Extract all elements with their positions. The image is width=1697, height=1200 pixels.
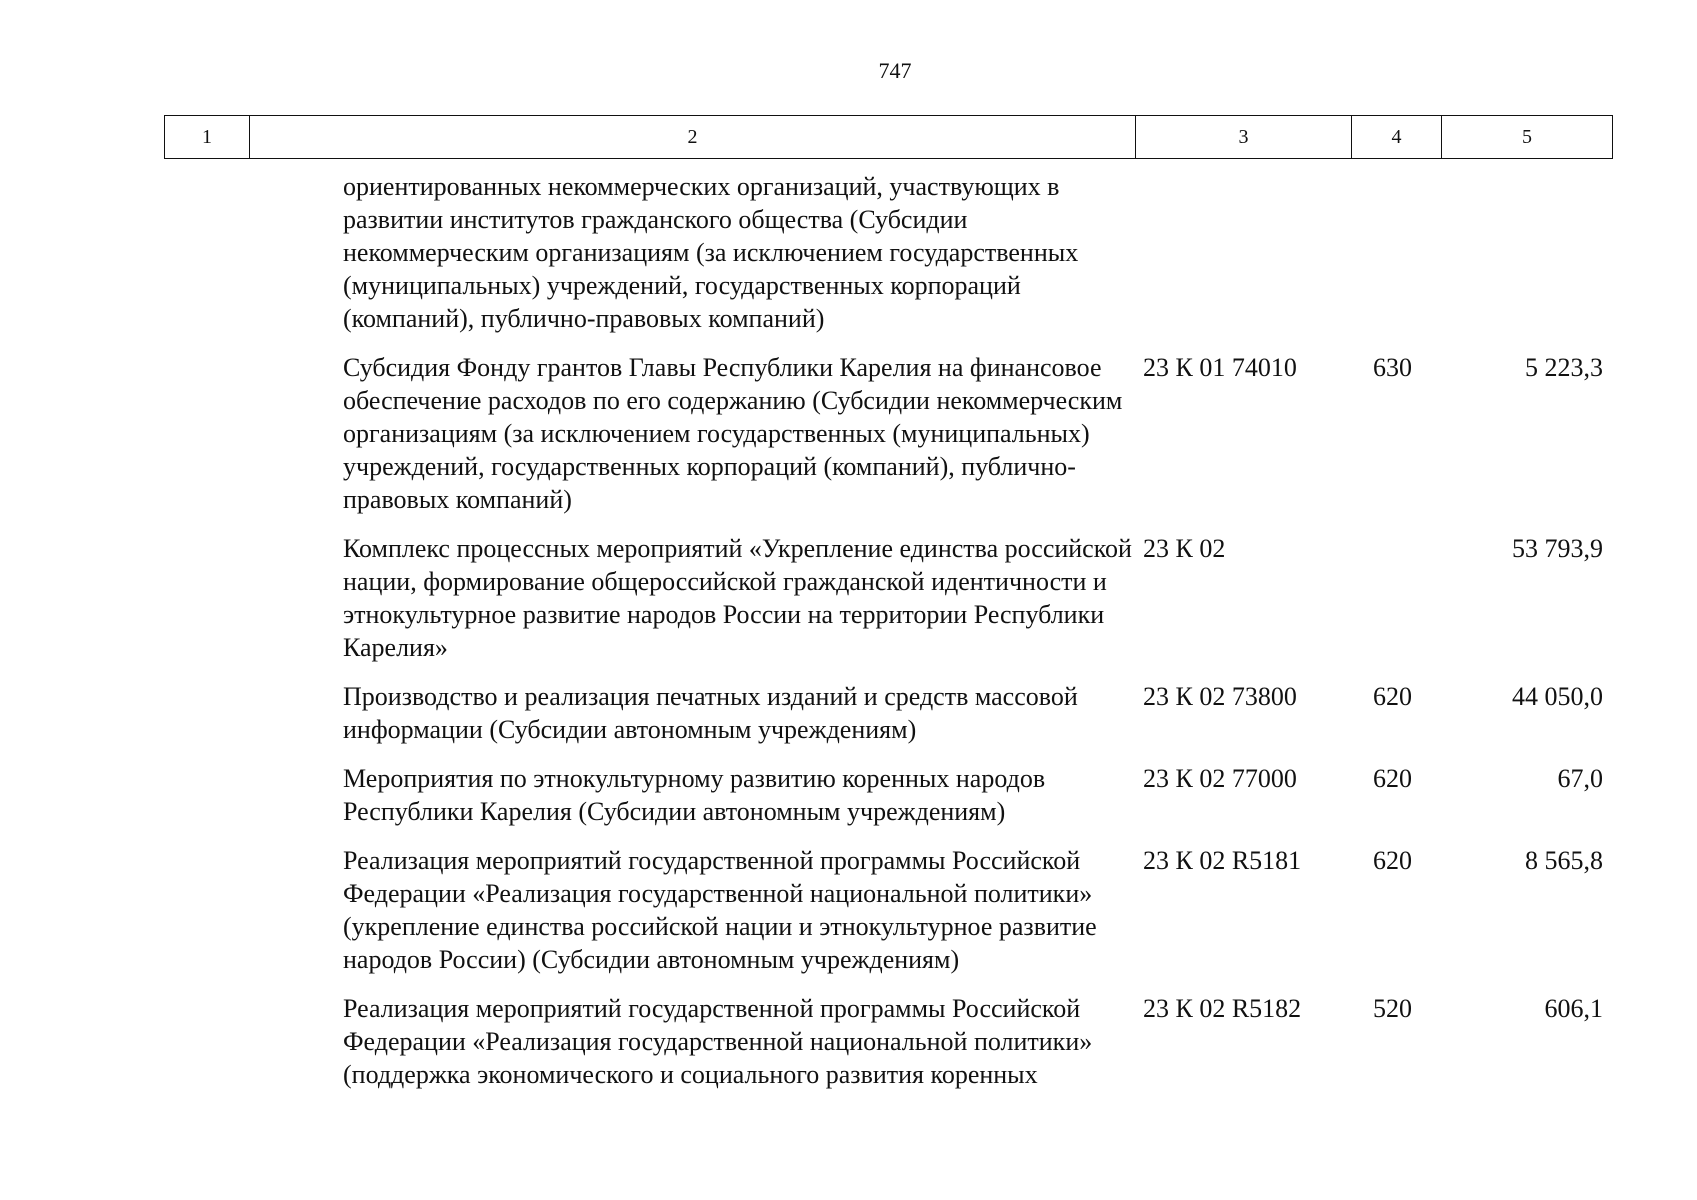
row-amount-cell: 8 565,8	[1525, 846, 1603, 875]
table-row	[164, 844, 1612, 976]
column-header-1: 1	[165, 116, 250, 159]
column-header-table	[164, 115, 1613, 159]
table-row	[164, 532, 1612, 664]
row-code-cell: 23 К 02 R5182	[1143, 994, 1302, 1023]
row-type-cell: 630	[1373, 353, 1412, 382]
table-row	[164, 680, 1612, 746]
row-number-cell	[164, 992, 249, 1091]
row-description-cell	[249, 351, 1135, 516]
table-row	[164, 992, 1612, 1091]
table-row	[164, 351, 1612, 516]
row-code-cell	[1135, 170, 1351, 335]
row-number-cell	[164, 844, 249, 976]
description-line: (компаний), публично-правовых компаний)	[343, 304, 825, 333]
column-header-row	[165, 116, 1613, 159]
description-line: Республики Карелия (Субсидии автономным учреждениям)	[343, 797, 1006, 826]
description-line: развитии институтов гражданского общества (Субсидии	[343, 205, 968, 234]
row-amount-cell: 606,1	[1544, 994, 1603, 1023]
row-type-cell: 520	[1373, 994, 1412, 1023]
row-code-cell: 23 К 02	[1143, 534, 1226, 563]
table-body	[164, 170, 1612, 1107]
row-description-cell	[249, 992, 1135, 1091]
column-header-4: 4	[1352, 116, 1442, 159]
description-line: Реализация мероприятий государственной программы Российской	[343, 994, 1081, 1023]
row-number-cell	[164, 680, 249, 746]
description-line: (муниципальных) учреждений, государственных корпораций	[343, 271, 1021, 300]
row-type-cell: 620	[1373, 764, 1412, 793]
row-description-cell	[249, 680, 1135, 746]
row-number-cell	[164, 170, 249, 335]
description-line: обеспечение расходов по его содержанию (Субсидии некоммерческим	[343, 386, 1123, 415]
row-description-cell	[249, 762, 1135, 828]
column-header-2: 2	[250, 116, 1136, 159]
description-line: (поддержка экономического и социального развития коренных	[343, 1060, 1038, 1089]
description-line: Федерации «Реализация государственной национальной политики»	[343, 1027, 1093, 1056]
row-code-cell: 23 К 02 73800	[1143, 682, 1297, 711]
description-line: ориентированных некоммерческих организаций, участвующих в	[343, 172, 1060, 201]
row-code-cell: 23 К 02 77000	[1143, 764, 1297, 793]
row-number-cell	[164, 762, 249, 828]
row-type-cell: 620	[1373, 846, 1412, 875]
description-line: народов России) (Субсидии автономным учреждениям)	[343, 945, 960, 974]
description-line: информации (Субсидии автономным учреждениям)	[343, 715, 917, 744]
row-description-cell	[249, 532, 1135, 664]
description-line: Комплекс процессных мероприятий «Укрепление единства российской	[343, 534, 1132, 563]
description-line: этнокультурное развитие народов России на территории Республики	[343, 600, 1105, 629]
description-line: (укрепление единства российской нации и этнокультурное развитие	[343, 912, 1097, 941]
description-line: учреждений, государственных корпораций (компаний), публично-	[343, 452, 1076, 481]
description-line: правовых компаний)	[343, 485, 572, 514]
row-code-cell: 23 К 01 74010	[1143, 353, 1297, 382]
column-header-3: 3	[1136, 116, 1352, 159]
row-amount-cell	[1441, 170, 1612, 335]
row-description-cell	[249, 844, 1135, 976]
description-line: Производство и реализация печатных изданий и средств массовой	[343, 682, 1078, 711]
row-amount-cell: 67,0	[1557, 764, 1603, 793]
row-type-cell	[1351, 532, 1441, 664]
row-amount-cell: 53 793,9	[1512, 534, 1603, 563]
column-header-5: 5	[1442, 116, 1613, 159]
table-row	[164, 762, 1612, 828]
table-row	[164, 170, 1612, 335]
description-line: организациям (за исключением государственных (муниципальных)	[343, 419, 1090, 448]
row-type-cell: 620	[1373, 682, 1412, 711]
description-line: некоммерческим организациям (за исключением государственных	[343, 238, 1079, 267]
row-number-cell	[164, 351, 249, 516]
row-amount-cell: 44 050,0	[1512, 682, 1603, 711]
description-line: нации, формирование общероссийской гражданской идентичности и	[343, 567, 1107, 596]
description-line: Карелия»	[343, 633, 448, 662]
row-amount-cell: 5 223,3	[1525, 353, 1603, 382]
row-description-cell	[249, 170, 1135, 335]
row-code-cell: 23 К 02 R5181	[1143, 846, 1302, 875]
page-number: 747	[878, 58, 912, 83]
description-line: Субсидия Фонду грантов Главы Республики Карелия на финансовое	[343, 353, 1102, 382]
row-number-cell	[164, 532, 249, 664]
description-line: Реализация мероприятий государственной программы Российской	[343, 846, 1081, 875]
description-line: Федерации «Реализация государственной национальной политики»	[343, 879, 1093, 908]
row-type-cell	[1351, 170, 1441, 335]
description-line: Мероприятия по этнокультурному развитию коренных народов	[343, 764, 1046, 793]
